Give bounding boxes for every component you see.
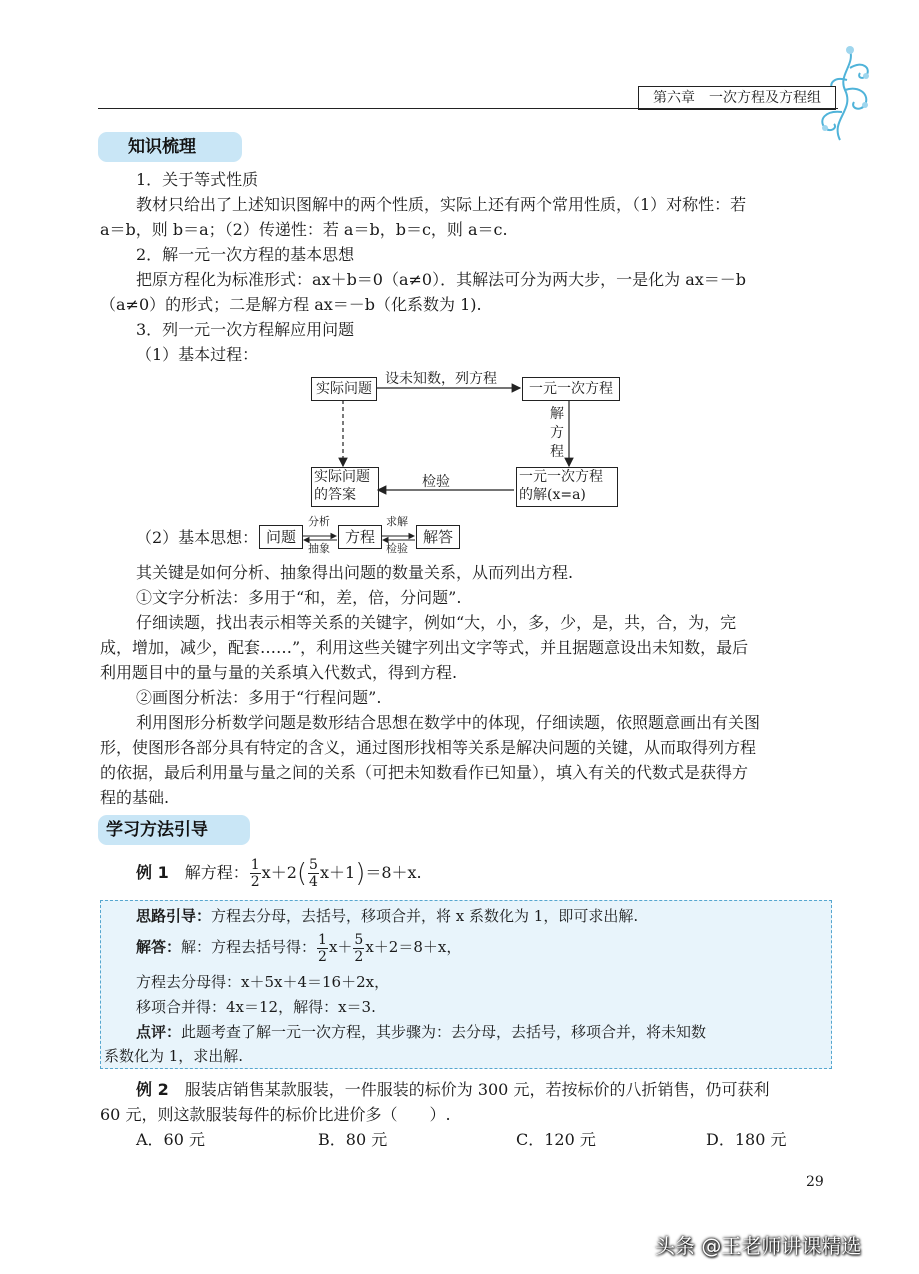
flow-box-problem-answer: 实际问题 的答案 xyxy=(311,467,379,507)
option-d: D．180 元 xyxy=(706,1130,787,1149)
text-line: （1）基本过程： xyxy=(136,345,259,364)
page-number: 29 xyxy=(806,1174,824,1190)
text-line: ①文字分析法：多用于“和，差，倍，分问题”. xyxy=(136,588,462,607)
text-line: a＝b，则 b＝a；（2）传递性：若 a＝b，b＝c，则 a＝c. xyxy=(100,220,508,239)
text-line: 1．关于等式性质 xyxy=(136,170,259,189)
idea-box-answer: 解答 xyxy=(416,525,460,549)
section-title-knowledge: 知识梳理 xyxy=(98,132,242,162)
text-line: 教材只给出了上述知识图解中的两个性质，实际上还有两个常用性质，（1）对称性：若 xyxy=(136,195,747,214)
text-line: 仔细读题，找出表示相等关系的关键字，例如“大，小，多，少，是，共，合，为，完 xyxy=(136,613,737,632)
solution-step-2: 方程去分母得：x＋5x＋4＝16＋2x， xyxy=(136,973,390,991)
solution-hint: 思路引导：方程去分母，去括号，移项合并，将 x 系数化为 1，即可求出解. xyxy=(136,907,639,925)
text-line: 2．解一元一次方程的基本思想 xyxy=(136,245,355,264)
option-a: A．60 元 xyxy=(136,1130,206,1149)
flow-box-linear-equation: 一元一次方程 xyxy=(522,377,620,401)
example-2: 例 2 服装店销售某款服装，一件服装的标价为 300 元，若按标价的八折销售，仍可获利 xyxy=(136,1080,770,1099)
idea-label-verify: 检验 xyxy=(386,542,408,555)
flow-label-right: 解 方 程 xyxy=(550,406,564,460)
text-line: ②画图分析法：多用于“行程问题”. xyxy=(136,688,382,707)
idea-box-problem: 问题 xyxy=(259,525,303,549)
text-line: （2）基本思想： xyxy=(136,528,259,547)
solution-comment-cont: 系数化为 1，求出解. xyxy=(104,1047,244,1065)
text-line: 利用题目中的量与量的关系填入代数式，得到方程. xyxy=(100,663,458,682)
example-2-cont: 60 元，则这款服装每件的标价比进价多（ ）. xyxy=(100,1105,451,1124)
header-rule xyxy=(98,108,838,109)
text-line: 形，使图形各部分具有特定的含义，通过图形找相等关系是解决问题的关键，从而取得列方程 xyxy=(100,738,757,757)
example-1: 例 1 解方程： $\frac{1}{2}$ x＋2( $\frac{5}{4}$ x＋1)＝8＋x. xyxy=(136,857,422,890)
solution-step-3: 移项合并得：4x＝12，解得：x＝3. xyxy=(136,998,376,1016)
section-title-methods: 学习方法引导 xyxy=(98,815,250,845)
solution-comment: 点评：此题考查了解一元一次方程，其步骤为：去分母，去括号，移项合并，将未知数 xyxy=(136,1023,707,1041)
text-line: 程的基础. xyxy=(100,788,170,807)
flow-box-equation-solution: 一元一次方程 的解(x=a) xyxy=(516,467,618,507)
text-line: 利用图形分析数学问题是数形结合思想在数学中的体现，仔细读题，依照题意画出有关图 xyxy=(136,713,761,732)
idea-label-analyze: 分析 xyxy=(308,515,330,528)
option-b: B．80 元 xyxy=(318,1130,388,1149)
text-line: （a≠0）的形式；二是解方程 ax＝－b（化系数为 1). xyxy=(100,295,482,314)
flow-label-top: 设未知数，列方程 xyxy=(385,371,497,387)
text-line: 其关键是如何分析、抽象得出问题的数量关系，从而列出方程. xyxy=(136,563,574,582)
idea-label-solve: 求解 xyxy=(386,515,408,528)
text-line: 3．列一元一次方程解应用问题 xyxy=(136,320,355,339)
text-line: 的依据，最后利用量与量之间的关系（可把未知数看作已知量），填入有关的代数式是获得方 xyxy=(100,763,749,782)
text-line: 成，增加，减少，配套……”，利用这些关键字列出文字等式，并且据题意设出未知数，最后 xyxy=(100,638,749,657)
text-line: 把原方程化为标准形式：ax＋b＝0（a≠0）．其解法可分为两大步，一是化为 ax＝－b xyxy=(136,270,747,289)
watermark: 头条 @王老师讲课精选 xyxy=(655,1234,862,1258)
chapter-header: 第六章 一次方程及方程组 xyxy=(638,86,836,110)
idea-label-abstract: 抽象 xyxy=(308,542,330,555)
solution-answer: 解答：解：方程去括号得： $\frac{1}{2}$ x＋ $\frac{5}{2}$ x＋2＝8＋x， xyxy=(136,931,462,965)
option-c: C．120 元 xyxy=(516,1130,596,1149)
idea-box-equation: 方程 xyxy=(338,525,382,549)
flow-arrows xyxy=(300,370,630,510)
flow-label-bottom: 检验 xyxy=(422,474,450,490)
flow-box-real-problem: 实际问题 xyxy=(311,377,377,401)
